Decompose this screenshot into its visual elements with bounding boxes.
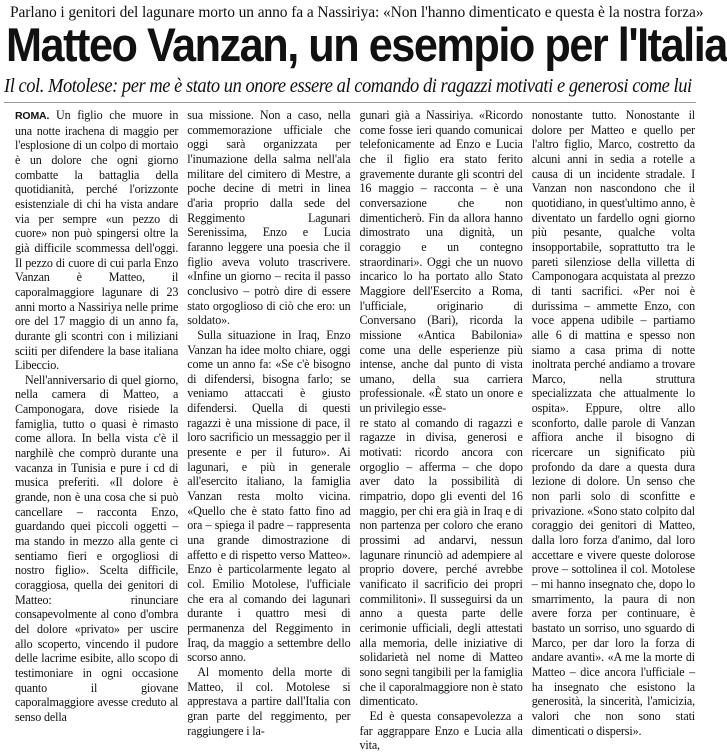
article-subhead: Il col. Motolese: per me è stato un onore essere al comando di ragazzi motivati e generosi come lui: [4, 75, 692, 97]
divider: [4, 102, 696, 103]
article-kicker: Parlano i genitori del lagunare morto un anno fa a Nassiriya: «Non l'hanno dimenticato e questa è la nostra forza»: [10, 4, 704, 21]
column-2: [187, 108, 351, 738]
column-1: [15, 108, 179, 724]
paragraph: Nell'anniversario di quel giorno, nella camera di Matteo, a Camponogara, dove risiede la famiglia, tutto o quasi è rimasto come allora. In bella vista c'è il narghilè che comprò durante una vacanza in Tunisia e pure i cd di musica preferiti. «Il dolore è grande, non è una cosa che si può cancellare – racconta Enzo, guardando quei piccoli oggetti – ma stando in mezzo alla gente ci sentiamo fieri e orgogliosi di nostro figlio». Scelta difficile, coraggiosa, quella dei genitori di Matteo: rinunciare consapevolmente al cono d'ombra del dolore «privato» per uscire allo scoperto, vincendo il pudore delle lacrime esibite, allo scopo di testimoniare in ogni occasione quanto il giovane caporalmaggiore avesse creduto al senso della: [15, 372, 179, 724]
paragraph: sua missione. Non a caso, nella commemorazione ufficiale che oggi sarà organizzata per l'inumazione della salma nell'ala militare del cimitero di Mestre, a poche decine di metri in linea d'aria proprio dalla sede del Reggimento Lagunari Serenissima, Enzo e Lucia faranno leggere una poesia che il figlio aveva voluto trascrivere. «Infine un giorno – recita il passo conclusivo – potrò dire di essere stato orgoglioso di ciò che ero: un soldato».: [187, 108, 351, 328]
column-3: [359, 108, 523, 753]
column-4: [531, 108, 695, 738]
paragraph: nonostante tutto. Nonostante il dolore per Matteo e quello per l'altro figlio, Marco, costretto da alcuni anni in sedia a rotelle a causa di un incidente stradale. I Vanzan non nascondono che il quotidiano, in quest'ultimo anno, è diventato un fardello ogni giorno più pesante, qualche volta insopportabile, soprattutto tra le pareti silenziose della villetta di Camponogara acquistata al prezzo di tanti sacrifici. «Per noi è durissima – ammette Enzo, con voce appena udibile – partiamo alle 6 di mattina e spesso non siamo a casa prima di notte inoltrata perché andiamo a trovare Marco, nella struttura specializzata che attualmente lo ospita». Eppure, oltre allo sconforto, dalle parole di Vanzan affiora anche il bisogno di ricercare un significato più profondo da dare a questa dura lezione di dolore. Un senso che non parli solo di sconfitte e privazione. «Sono stato colpito dal coraggio dei genitori di Matteo, dalla loro forza d'animo, dal loro accettare e vivere queste dolorose prove – sottolinea il col. Motolese – mi hanno insegnato che, dopo lo smarrimento, la paura di non avere forza per continuare, è bastato un sorriso, uno sguardo di Marco, per dar loro la forza di andare avanti». «A me la morte di Matteo – dice ancora l'ufficiale – ha insegnato che esistono la generosità, la sincerità, l'amicizia, valori che non sono stati dimenticati o dispersi».: [531, 108, 695, 738]
article-body: [15, 108, 695, 753]
dateline: ROMA.: [15, 110, 50, 122]
paragraph: [15, 108, 178, 373]
paragraph: Sulla situazione in Iraq, Enzo Vanzan ha idee molto chiare, oggi come un anno fa: «Se c'è bisogno di difendersi, bisogna farlo; se veniamo attaccati è giusto difendersi. Quella di questi ragazzi è una missione di pace, il loro sacrificio un messaggio per il presente e per il futuro». Ai lagunari, e più in generale all'esercito italiano, la famiglia Vanzan resta molto vicina. «Quello che è stato fatto fino ad ora – spiega il padre – rappresenta una grande dimostrazione di affetto e di rispetto verso Matteo». Enzo è particolarmente legato al col. Emilio Motolese, l'ufficiale che era al comando dei lagunari durante i quattro mesi di permanenza del Reggimento in Iraq, da maggio a settembre dello scorso anno.: [187, 327, 351, 665]
paragraph: Al momento della morte di Matteo, il col. Motolese si apprestava a partire dall'Italia con gran parte del reggimento, per raggiungere i la-: [187, 664, 351, 738]
paragraph: Ed è questa consapevolezza a far aggrappare Enzo e Lucia alla vita,: [359, 708, 523, 753]
paragraph: re stato al comando di ragazzi e ragazze in divisa, generosi e motivati: ricordo ancora con orgoglio – afferma – che dopo aver dato la possibilità di rimpatrio, dopo gli eventi del 16 maggio, per chi era già in Iraq e di non partenza per coloro che erano prossimi ad andarvi, nessun lagunare rinunciò ad adempiere al proprio dovere, perché avrebbe vanificato il sacrificio dei propri commilitoni». Il susseguirsi da un anno a questa parte delle cerimonie ufficiali, degli attestati alla memoria, delle iniziative di solidarietà nel nome di Matteo sono segni tangibili per la famiglia che il caporalmaggiore non è stato dimenticato.: [359, 415, 523, 709]
article-headline: Matteo Vanzan, un esempio per l'Italia: [6, 18, 727, 71]
paragraph-text: Un figlio che muore in una notte irachena di maggio per l'esplosione di un colpo di mortaio è un dolore che ogni giorno combatte la battaglia della quotidianità, perché l'orizzonte esistenziale di chi ha vista andare via per sempre «un pezzo di cuore» non può spingersi oltre la già difficile scommessa dell'oggi. Il pezzo di cuore di cui parla Enzo Vanzan è Matteo, il caporalmaggiore lagunare di 23 anni morto a Nassiriya nelle prime ore del 17 maggio di un anno fa, durante gli scontri con i miliziani sciiti per difendere la base italiana Libeccio.: [15, 108, 179, 373]
paragraph: gunari già a Nassiriya. «Ricordo come fosse ieri quando comunicai telefonicamente ad Enzo e Lucia che il figlio era stato ferito gravemente durante gli scontri del 16 maggio – racconta – è una conversazione che non dimenticherò. Fin da allora hanno dimostrato una dignità, un coraggio e un contegno straordinari». Oggi che un nuovo incarico lo ha portato allo Stato Maggiore dell'Esercito a Roma, l'ufficiale, originario di Conversano (Bari), ricorda la missione «Antica Babilonia» come una delle esperienze più intense, anche dal punto di vista umano, della sua carriera professionale. «È stato un onore e un privilegio esse-: [359, 108, 523, 416]
